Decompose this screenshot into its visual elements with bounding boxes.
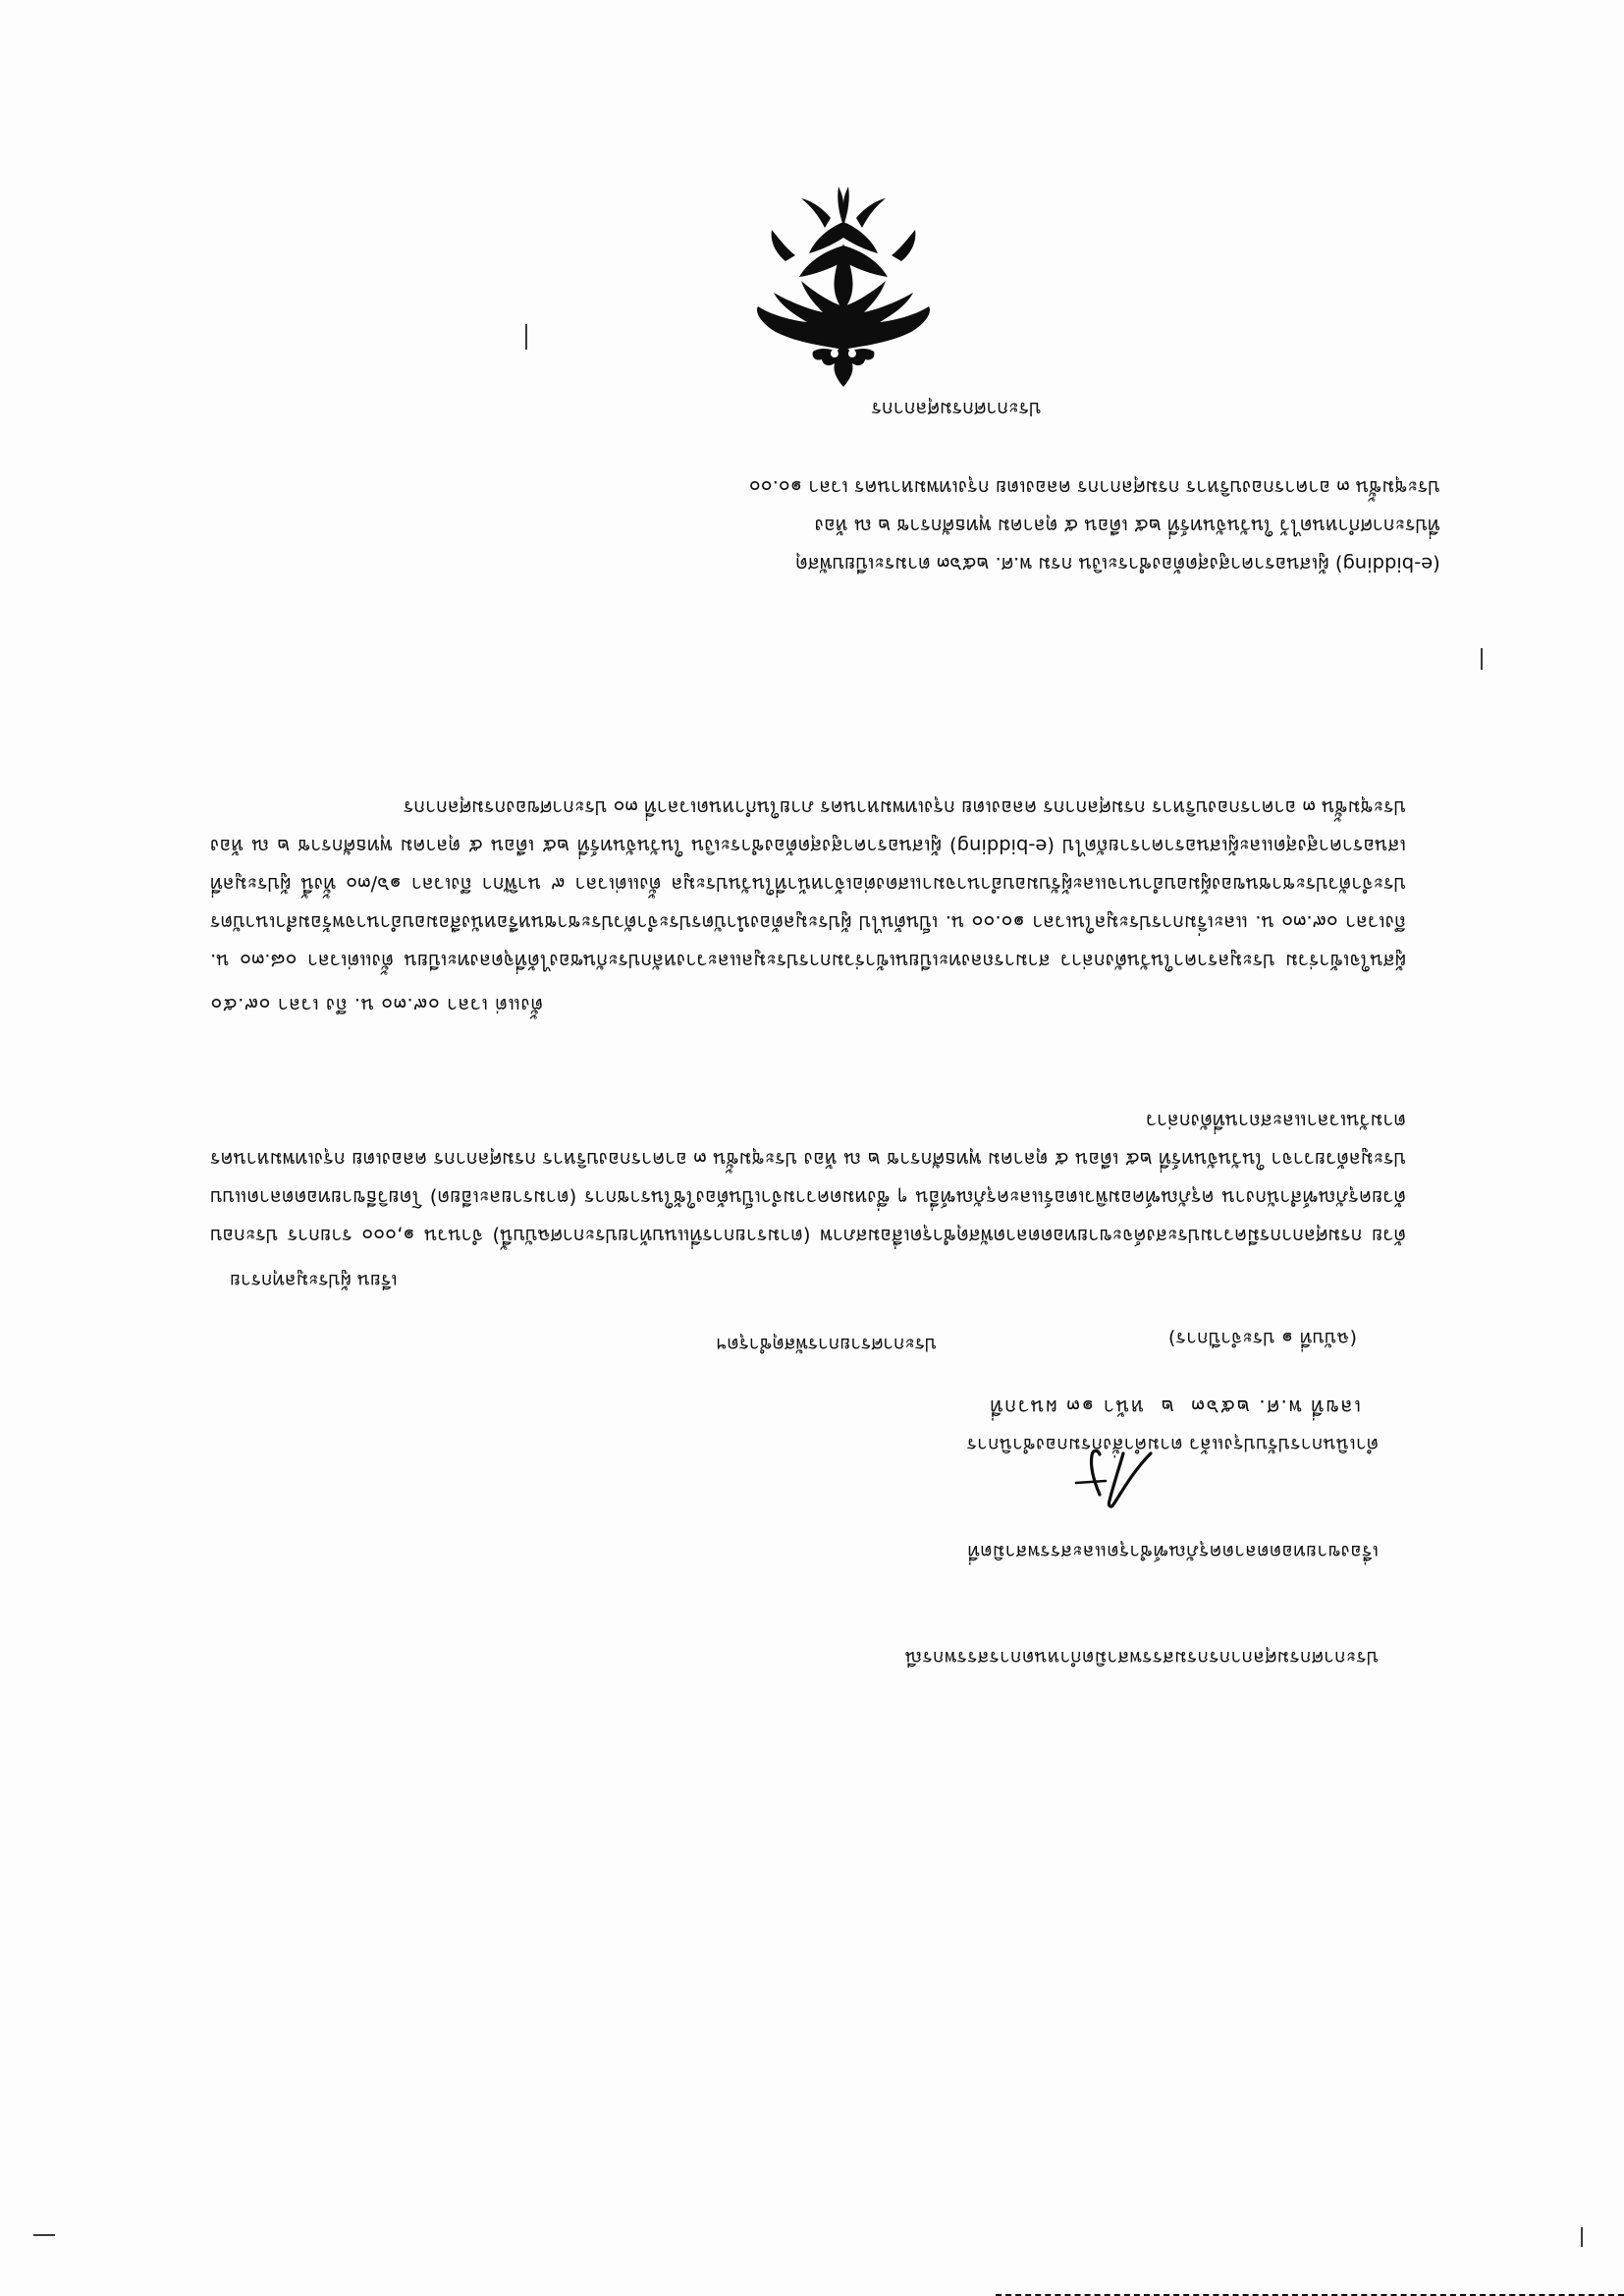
footnote-line-4: ประกาศกรมศุลกากร <box>871 398 1042 420</box>
letterhead-line-4: (ฉบับที่ ๑ ประจำปีการ) <box>1167 1327 1357 1349</box>
salutation-line: เรียน ผู้ประมูลทุกราย <box>230 1270 398 1291</box>
handwritten-initial-signature <box>1025 1442 1163 1510</box>
footnote-block <box>436 313 1477 622</box>
time-range-note: ตั้งแต่ เวลา ๐๙.๓๐ น. ถึง เวลา ๐๙.๕๐ <box>210 994 544 1016</box>
body-paragraph-1: ด้วย กรมศุลกากรมีความประสงค์จะขายทอดตลาดพัสดุชำรุดเสื่อมสภาพ (ตามรายการที่แนบท้ายประกาศฉบับนี้) จำนวน ๑,๐๐๐ รายการ ประกอบด้วยครุภัณฑ์สำนักงาน ครุภัณฑ์คอมพิวเตอร์และครุภัณฑ์อื่น ๆ ซึ่งหมดความจำเป็นต้องใช้ในราชการ (ตามรายละเอียด) โดยวิธีขายทอดตลาดแบบประมูลด้วยวาจา ในวันจันทร์ที่ ๒๕ เดือน ๕ ตุลาคม พุทธศักราช ๒ ณ ห้อง ประชุมชั้น ๓ อาคารกองบริหาร กรมศุลกากร คลองเตย กรุงเทพมหานคร ตามวันเวลาและสถานที่ดังกล่าว <box>203 1110 1406 1247</box>
footnote-line-1: (e-bidding) ผู้เสนอราคาสูงสุดต้องชำระเงิน กรม พ.ศ. ๒๕๖๓ ตามระเบียบพัสดุ <box>795 553 1440 575</box>
footnote-line-3: ประชุมชั้น ๓ อาคารกองบริหาร กรมศุลกากร คลองเตย กรุงเทพมหานคร เวลา ๑๐.๐๐ <box>748 476 1440 499</box>
letterhead-line-3: ดำเนินการปรับปรุงแล้ว ตามคำสั่งกรมกองชำนิการ <box>966 1434 1379 1456</box>
garuda-seal-emblem-icon <box>740 175 947 401</box>
letterhead-line-1: ประกาศกรมศุลกากรกรมสรรพสามิตกำหนดการสรรพกรณี <box>904 1646 1379 1668</box>
reference-line: เลขที่ พ.ศ. ๒๕๖๓ ๒ หน้า ๑๓ ผนวกที่ <box>988 1395 1361 1419</box>
body-paragraph-2: ผู้สนใจเข้าร่วม ประมูลราคาในวันดังกล่าว สามารถลงทะเบียนเข้าร่วมการประมูลและวางหลักประกันซองได้ที่จุดลงทะเบียน ตั้งแต่เวลา ๐๘.๓๐ น. ถึงเวลา ๐๙.๓๐ น. และเริ่มการประมูลในเวลา ๑๐.๐๐ น. เป็นต้นไป ผู้ประมูลต้องนำบัตรประจำตัวประชาชนหรือหนังสือมอบอำนาจพร้อมสำเนาบัตรประจำตัวประชาชนของผู้มอบอำนาจและผู้รับมอบอำนาจมาแสดงต่อเจ้าหน้าที่ในวันประมูล ตั้งแต่เวลา ๙ นาฬิกา ถึงเวลา ๑๖/๓๐ ทั้งนี้ ผู้ประมูลที่เสนอราคาสูงสุดและผู้เสนอราคารายถัดไป (e-bidding) ผู้เสนอราคาสูงสุดต้องชำระเงิน ในวันจันทร์ที่ ๒๕ เดือน ๕ ตุลาคม พุทธศักราช ๒ ณ ห้อง ประชุมชั้น ๓ อาคารกองบริหาร กรมศุลกากร คลองเตย กรุงเทพมหานคร ภายในกำหนดเวลาที่ ๓๐ ประกาศของกรมศุลกากร <box>203 796 1406 972</box>
subject-line: ประกาศรายการพัสดุชำรุดฯ <box>716 1334 937 1355</box>
letterhead-line-2: เรื่องขายทอดตลาดครุภัณฑ์ชำรุดและสรรพสามิตที่ <box>967 1540 1379 1562</box>
footnote-line-2: ที่ประกาศกำหนดไว้ ในวันจันทร์ที่ ๒๕ เดือน ๕ ตุลาคม พุทธศักราช ๒ ณ ห้อง <box>814 515 1440 537</box>
